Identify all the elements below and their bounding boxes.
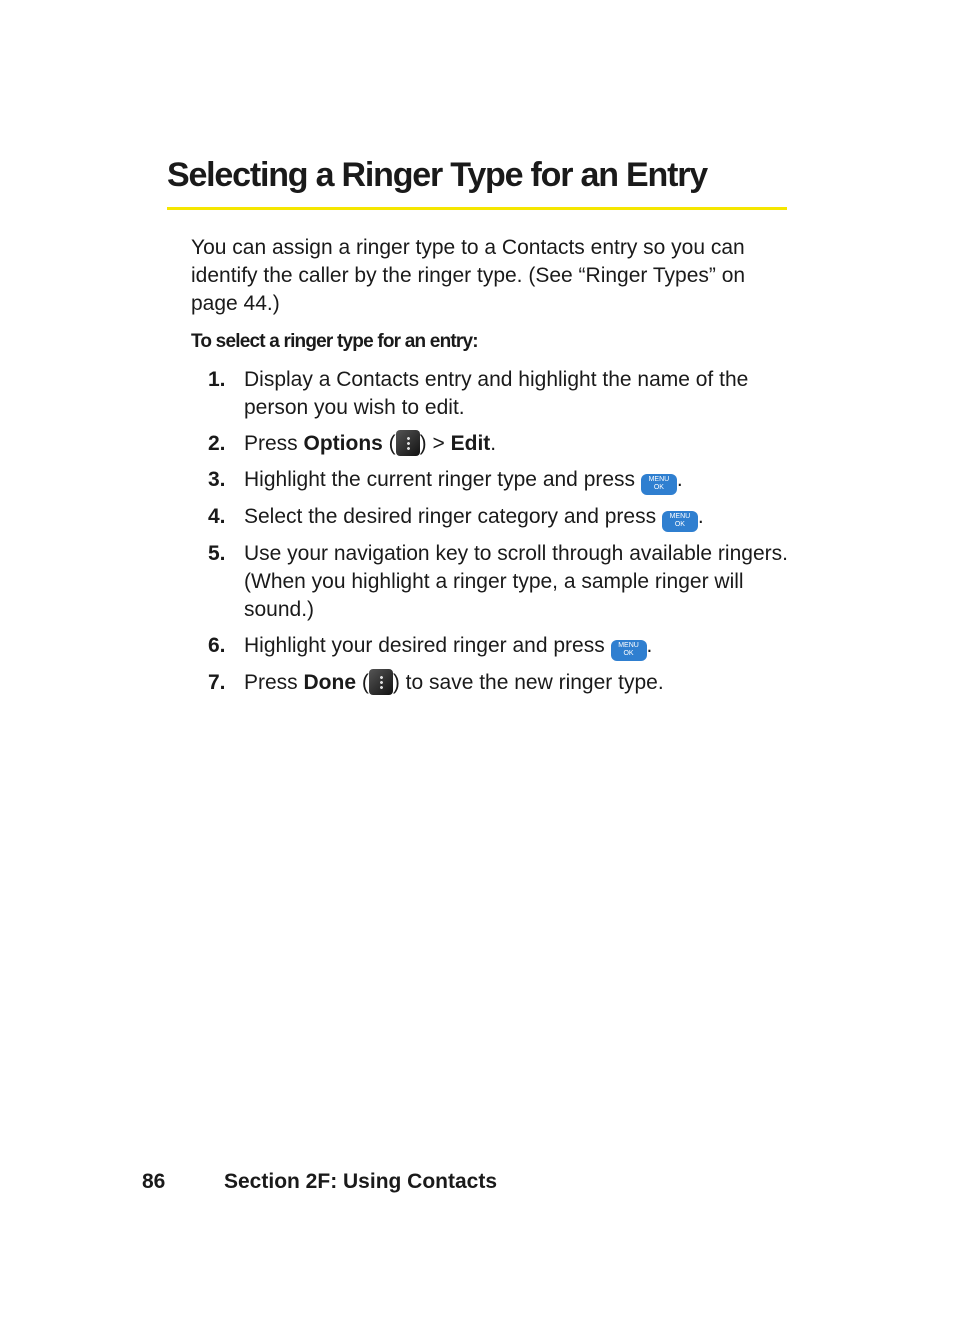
text: Press <box>244 671 304 694</box>
step <box>208 632 788 661</box>
page-title: Selecting a Ringer Type for an Entry <box>167 156 707 194</box>
title-underline <box>167 207 787 210</box>
step-text <box>244 503 788 532</box>
intro-paragraph: You can assign a ringer type to a Contacts entry so you can identify the caller by the ringer type. (See “Ringer Types” on page 44.) <box>191 236 746 315</box>
menu-label: MENU <box>669 513 691 520</box>
section-title: Section 2F: Using Contacts <box>224 1170 498 1193</box>
step-number: 2. <box>208 432 226 455</box>
right-softkey-icon <box>369 669 393 695</box>
menu-ok-key-icon <box>611 640 647 661</box>
text: Press <box>244 432 304 455</box>
menu-ok-key-icon <box>662 511 698 532</box>
step-number: 5. <box>208 542 226 565</box>
steps-list <box>208 366 788 705</box>
menu-label: MENU <box>648 476 670 483</box>
text: Select the desired ringer category and press <box>244 505 662 528</box>
step-text <box>244 430 788 458</box>
menu-label: MENU <box>618 642 639 649</box>
text: . <box>676 468 683 491</box>
edit-label: Edit <box>450 432 491 455</box>
step <box>208 540 788 624</box>
step <box>208 669 788 697</box>
ok-label: OK <box>674 521 685 528</box>
options-label: Options <box>303 432 383 455</box>
right-softkey-icon <box>396 430 420 456</box>
text: ( <box>382 432 396 455</box>
text: ) to save the new ringer type. <box>392 671 664 694</box>
step-text: Use your navigation key to scroll through available ringers. (When you highlight a ringer type, a sample ringer will sound.) <box>244 542 788 621</box>
step-number: 7. <box>208 671 226 694</box>
text: ) > <box>419 432 451 455</box>
text: Highlight your desired ringer and press <box>244 634 611 657</box>
menu-ok-key-icon <box>641 474 677 495</box>
step-number: 4. <box>208 505 226 528</box>
text: Highlight the current ringer type and press <box>244 468 641 491</box>
done-label: Done <box>303 671 357 694</box>
text: . <box>490 432 497 455</box>
step-number: 3. <box>208 468 226 491</box>
ok-label: OK <box>623 650 634 657</box>
page-number: 86 <box>142 1170 166 1193</box>
step-text: Display a Contacts entry and highlight the name of the person you wish to edit. <box>244 368 749 419</box>
step <box>208 430 788 458</box>
step-number: 1. <box>208 368 226 391</box>
text: . <box>697 505 704 528</box>
step-text <box>244 669 788 697</box>
text: ( <box>356 671 369 694</box>
step-number: 6. <box>208 634 226 657</box>
text: . <box>646 634 653 657</box>
step <box>208 366 788 422</box>
procedure-heading: To select a ringer type for an entry: <box>191 331 478 352</box>
ok-label: OK <box>653 484 664 491</box>
step <box>208 466 788 495</box>
step <box>208 503 788 532</box>
step-text <box>244 466 788 495</box>
page-footer <box>142 1170 498 1194</box>
step-text <box>244 632 788 661</box>
